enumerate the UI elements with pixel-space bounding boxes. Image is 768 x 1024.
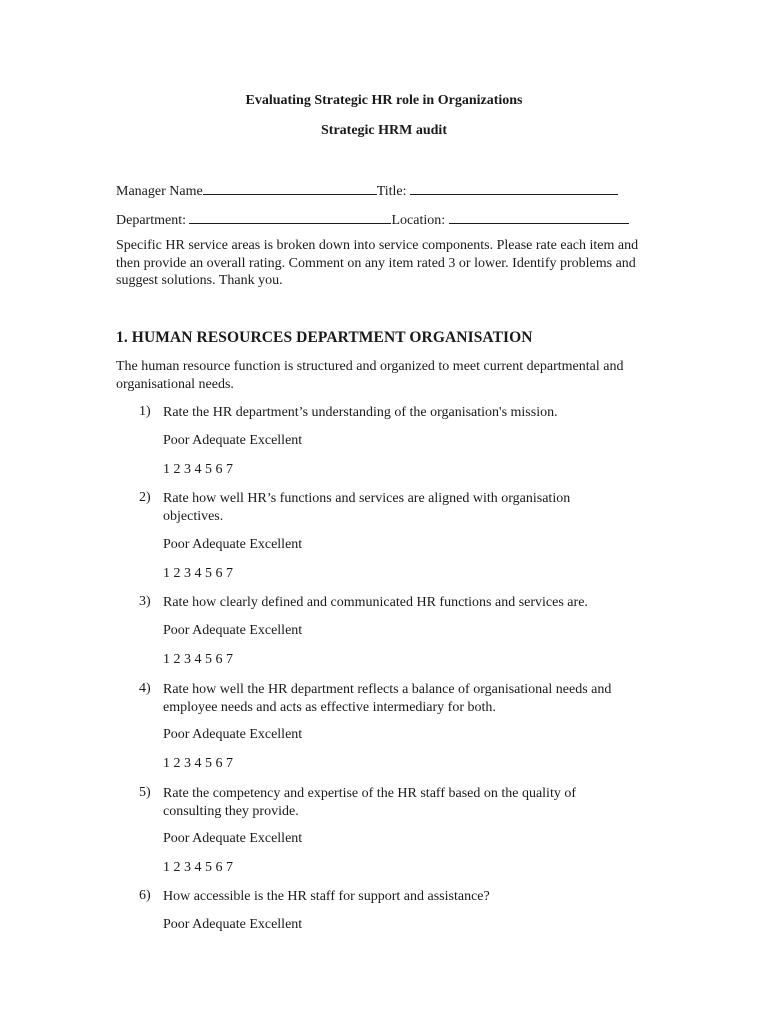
rating-scale-label: Poor Adequate Excellent — [163, 917, 303, 932]
section-description: The human resource function is structured and organized to meet current departmental and organisational needs. — [116, 359, 624, 392]
question-text: Rate the competency and expertise of the HR staff based on the quality of consulting they provide. — [163, 786, 576, 819]
rating-scale-label: Poor Adequate Excellent — [163, 623, 303, 638]
question-text: Rate how well HR’s functions and services are aligned with organisation objectives. — [163, 491, 571, 524]
question-number: 5) — [139, 785, 151, 800]
department-location-line — [116, 209, 656, 229]
manager-name-blank — [203, 180, 377, 195]
question-number: 3) — [139, 594, 151, 609]
question-text: Rate how clearly defined and communicated HR functions and services are. — [163, 595, 588, 610]
question-number: 1) — [139, 404, 151, 419]
rating-scale-numbers: 1 2 3 4 5 6 7 — [163, 462, 233, 477]
rating-scale-label: Poor Adequate Excellent — [163, 727, 303, 742]
department-label: Department: — [116, 213, 190, 228]
rating-scale-label: Poor Adequate Excellent — [163, 831, 303, 846]
rating-scale-numbers: 1 2 3 4 5 6 7 — [163, 860, 233, 875]
document-subtitle: Strategic HRM audit — [321, 123, 447, 138]
rating-scale-numbers: 1 2 3 4 5 6 7 — [163, 756, 233, 771]
question-text: Rate the HR department’s understanding of the organisation's mission. — [163, 405, 558, 420]
location-blank — [449, 209, 629, 224]
rating-scale-label: Poor Adequate Excellent — [163, 537, 303, 552]
rating-scale-label: Poor Adequate Excellent — [163, 433, 303, 448]
section-heading: 1. HUMAN RESOURCES DEPARTMENT ORGANISATION — [116, 329, 533, 346]
title-label: Title: — [376, 184, 411, 199]
rating-scale-numbers: 1 2 3 4 5 6 7 — [163, 652, 233, 667]
intro-paragraph: Specific HR service areas is broken down into service components. Please rate each item and then provide an overall rating. Comment on any item rated 3 or lower. Identify problems and suggest solutions. Thank you. — [116, 238, 639, 288]
question-number: 4) — [139, 681, 151, 696]
rating-scale-numbers: 1 2 3 4 5 6 7 — [163, 566, 233, 581]
document-title: Evaluating Strategic HR role in Organizations — [245, 93, 523, 108]
title-blank — [410, 180, 618, 195]
manager-name-label: Manager Name — [116, 184, 203, 199]
department-blank — [189, 209, 391, 224]
question-number: 6) — [139, 888, 151, 903]
question-number: 2) — [139, 490, 151, 505]
question-text: How accessible is the HR staff for support and assistance? — [163, 889, 490, 904]
manager-title-line — [116, 180, 656, 200]
question-text: Rate how well the HR department reflects a balance of organisational needs and employee needs and acts as effective intermediary for both. — [163, 682, 612, 715]
location-label: Location: — [391, 213, 449, 228]
